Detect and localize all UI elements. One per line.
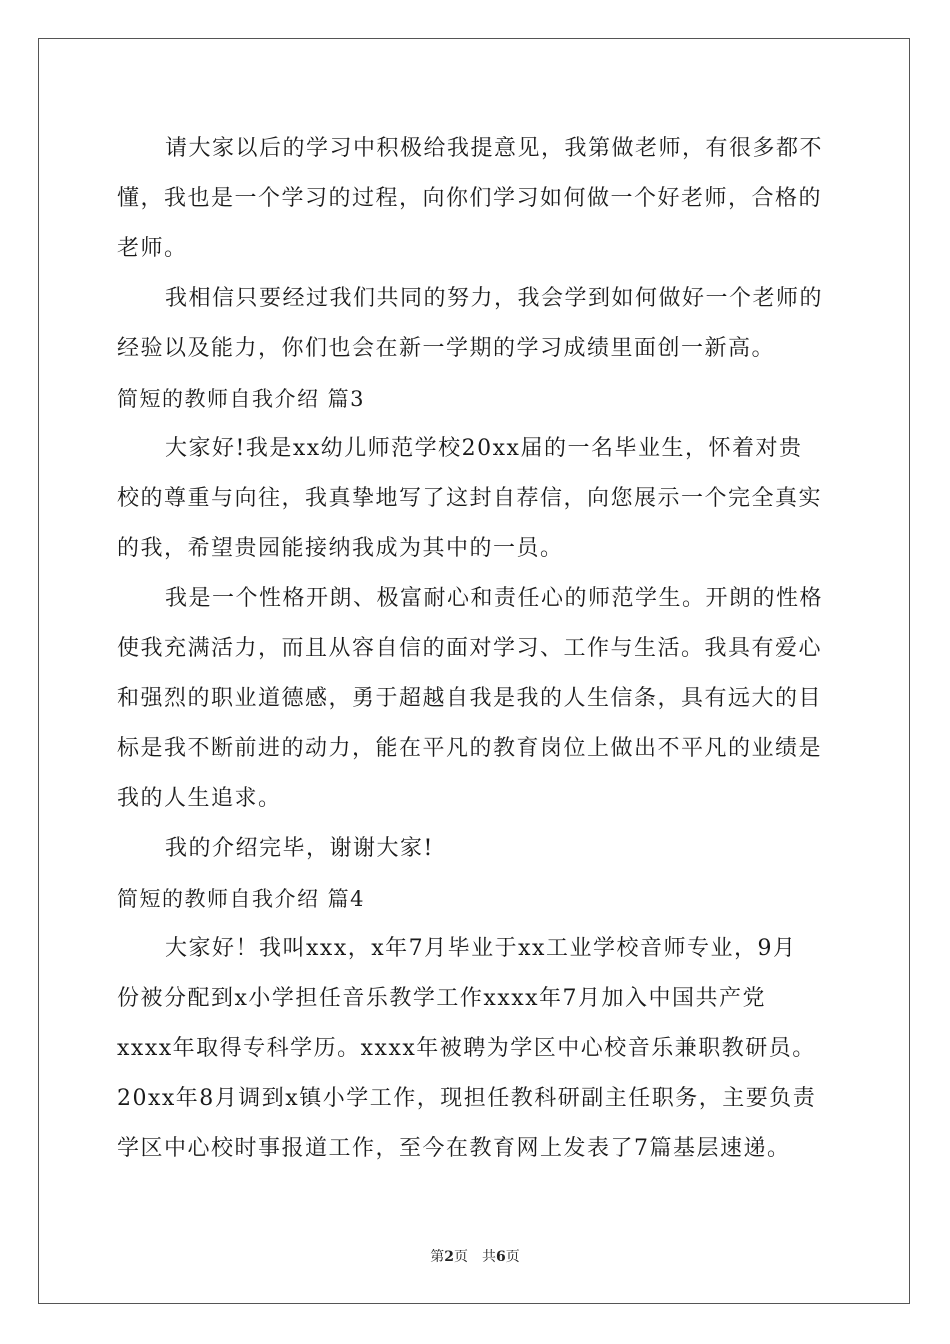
total-prefix: 共 — [482, 1249, 496, 1265]
page-number: 2 — [444, 1249, 454, 1265]
page-suffix: 页 — [454, 1249, 468, 1265]
total-suffix: 页 — [505, 1249, 520, 1265]
paragraph-line: 老师。 — [117, 236, 188, 261]
paragraph-line: 懂，我也是一个学习的过程，向你们学习如何做一个好老师，合格的 — [117, 186, 823, 211]
paragraph-line: 的我，希望贵园能接纳我成为其中的一员。 — [117, 536, 564, 561]
paragraph-line: 请大家以后的学习中积极给我提意见，我第做老师，有很多都不 — [165, 136, 824, 161]
paragraph-line: 标是我不断前进的动力，能在平凡的教育岗位上做出不平凡的业绩是 — [117, 736, 823, 761]
paragraph-line: 我相信只要经过我们共同的努力，我会学到如何做好一个老师的 — [165, 286, 824, 311]
paragraph-line: 校的尊重与向往，我真挚地写了这封自荐信，向您展示一个完全真实 — [117, 486, 823, 511]
total-pages: 6 — [496, 1249, 506, 1265]
paragraph — [117, 274, 837, 374]
paragraph — [117, 824, 837, 874]
paragraph-line: 大家好！我叫xxx，x年7月毕业于xx工业学校音师专业，9月 — [165, 936, 797, 961]
paragraph — [117, 124, 837, 274]
paragraph — [117, 924, 837, 1174]
paragraph-line: 我是一个性格开朗、极富耐心和责任心的师范学生。开朗的性格 — [165, 586, 824, 611]
paragraph-line: 使我充满活力，而且从容自信的面对学习、工作与生活。我具有爱心 — [117, 636, 823, 661]
paragraph-line: 20xx年8月调到x镇小学工作，现担任教科研副主任职务，主要负责 — [117, 1086, 817, 1111]
paragraph-line: 份被分配到x小学担任音乐教学工作xxxx年7月加入中国共产党 — [117, 986, 767, 1011]
paragraph-line: xxxx年取得专科学历。xxxx年被聘为学区中心校音乐兼职教研员。 — [117, 1036, 816, 1061]
section-heading: 简短的教师自我介绍 篇4 — [117, 887, 366, 911]
paragraph-line: 我的介绍完毕，谢谢大家! — [165, 836, 434, 861]
page-footer — [0, 1246, 950, 1266]
paragraph-line: 学区中心校时事报道工作，至今在教育网上发表了7篇基层速递。 — [117, 1136, 791, 1161]
paragraph — [117, 424, 837, 574]
paragraph — [117, 574, 837, 824]
page-prefix: 第 — [430, 1249, 445, 1265]
paragraph-line: 大家好!我是xx幼儿师范学校20xx届的一名毕业生，怀着对贵 — [165, 436, 803, 461]
paragraph-line: 经验以及能力，你们也会在新一学期的学习成绩里面创一新高。 — [117, 336, 776, 361]
paragraph-line: 和强烈的职业道德感，勇于超越自我是我的人生信条，具有远大的目 — [117, 686, 823, 711]
section-heading: 简短的教师自我介绍 篇3 — [117, 387, 366, 411]
paragraph-line: 我的人生追求。 — [117, 786, 282, 811]
document-body — [117, 124, 837, 1174]
